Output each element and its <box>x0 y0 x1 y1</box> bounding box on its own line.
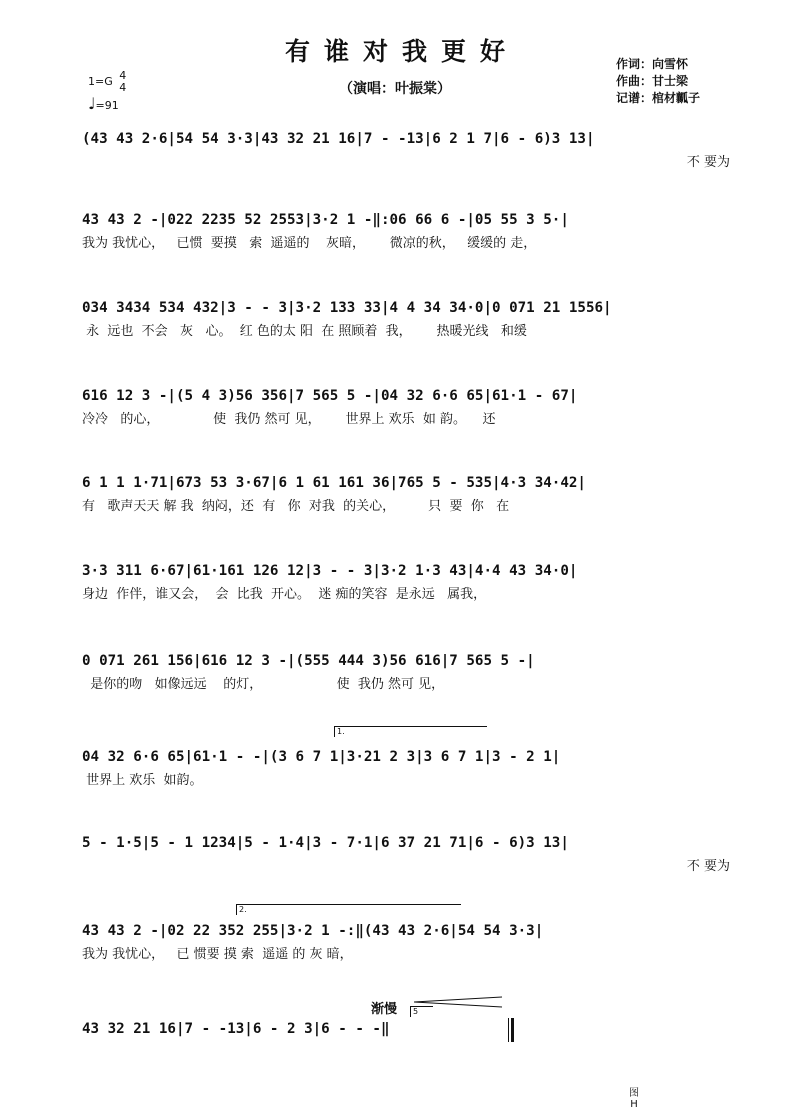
lyrics-line: 身边 作伴，谁又会， 会 比我 开心。 迷 痴的笑容 是永远 属我， <box>82 587 487 602</box>
score-row <box>82 385 730 429</box>
decrescendo-hairpin <box>414 996 504 1008</box>
key-signature <box>88 70 126 94</box>
final-barline <box>508 1018 514 1042</box>
score-row <box>82 920 730 964</box>
lyrics-line <box>82 1044 730 1062</box>
quarter-note-icon: ♩ <box>88 94 96 113</box>
notation-line: 43 43 2 -|02 22 352 255|3·2 1 -:‖(43 43 2·6|54 54 3·3| <box>82 923 544 939</box>
ending-mark: 5 <box>410 1006 433 1017</box>
notation-line: (43 43 2·6|54 54 3·3|43 32 21 16|7 - -13|6 2 1 7|6 - 6)3 13| <box>82 131 595 147</box>
time-bottom: 4 <box>119 81 127 94</box>
notation-line: 5 - 1·5|5 - 1 1234|5 - 1·4|3 - 7·1|6 37 21 71|6 - 6)3 13| <box>82 835 569 851</box>
score-row <box>82 832 730 876</box>
notation-line: 3·3 311 6·67|61·161 126 12|3 - - 3|3·2 1·3 43|4·4 43 34·0| <box>82 563 578 579</box>
notation-line: 04 32 6·6 65|61·1 - -|(3 6 7 1|3·21 2 3|3 6 7 1|3 - 2 1| <box>82 749 561 765</box>
transcriber: 记谱：棺材瓤子 <box>616 91 701 105</box>
time-top: 4 <box>119 69 127 82</box>
score-row <box>82 209 730 253</box>
tempo-marking <box>88 94 119 113</box>
footer-text: 图 H <box>629 1088 639 1110</box>
notation-line: 616 12 3 -|(5 4 3)56 356|7 565 5 -|04 32 6·6 65|61·1 - 67| <box>82 388 578 404</box>
credits <box>616 56 700 107</box>
lyrics-line: 我为 我忧心， 已 惯要 摸 索 遥遥 的 灰 暗， <box>82 947 353 962</box>
lyrics-line: 不 要为 <box>686 859 730 874</box>
notation-line: 034 3434 534 432|3 - - 3|3·2 133 33|4 4 34 34·0|0 071 21 1556| <box>82 300 612 316</box>
lyrics-line: 永 远也 不会 灰 心。 红 色的太 阳 在 照顾着 我， 热暖光线 和缓 <box>82 324 527 339</box>
song-title: 有谁对我更好 <box>284 37 519 66</box>
ritardando-marking: 渐慢 <box>371 1002 398 1017</box>
notation-line: 43 43 2 -|022 2235 52 2553|3·2 1 -‖:06 66 6 -|05 55 3 5·| <box>82 212 569 228</box>
score-row <box>82 297 730 341</box>
lyrics-line: 有 歌声天天 解 我 纳闷，还 有 你 对我 的关心， 只 要 你 在 <box>82 499 510 514</box>
lyrics-line: 世界上 欢乐 如韵。 <box>82 773 203 788</box>
tempo-value: =91 <box>95 99 119 112</box>
notation-line: 6 1 1 1·71|673 53 3·67|6 1 61 161 36|765 5 - 535|4·3 34·42| <box>82 475 586 491</box>
notation-line: 0 071 261 156|616 12 3 -|(555 444 3)56 616|7 565 5 -| <box>82 653 535 669</box>
score-row <box>82 650 730 694</box>
lyrics-line: 我为 我忧心， 已惯 要摸 索 遥遥的 灰暗， 微凉的秋， 缓缓的 走， <box>82 236 537 251</box>
composer: 作曲：甘士梁 <box>616 74 689 88</box>
lyrics-line: 冷冷 的心， 使 我仍 然可 见， 世界上 欢乐 如 韵。 还 <box>82 412 496 427</box>
volta-second: 2. <box>236 904 461 915</box>
score-row <box>82 472 730 516</box>
singer-line: （演唱：叶振棠） <box>339 81 451 97</box>
key-label: 1=G <box>88 75 113 88</box>
notation-line: 43 32 21 16|7 - -13|6 - 2 3|6 - - -‖ <box>82 1021 390 1037</box>
score-row <box>82 560 730 604</box>
score-row <box>82 746 730 790</box>
volta-first: 1. <box>334 726 487 737</box>
score-row <box>82 128 730 172</box>
time-signature <box>119 70 126 94</box>
lyricist: 作词：向雪怀 <box>616 57 689 71</box>
lyrics-line: 是你的吻 如像远远 的灯， 使 我仍 然可 见， <box>82 677 445 692</box>
score-row <box>82 1018 730 1062</box>
lyrics-line: 不 要为 <box>686 155 730 170</box>
